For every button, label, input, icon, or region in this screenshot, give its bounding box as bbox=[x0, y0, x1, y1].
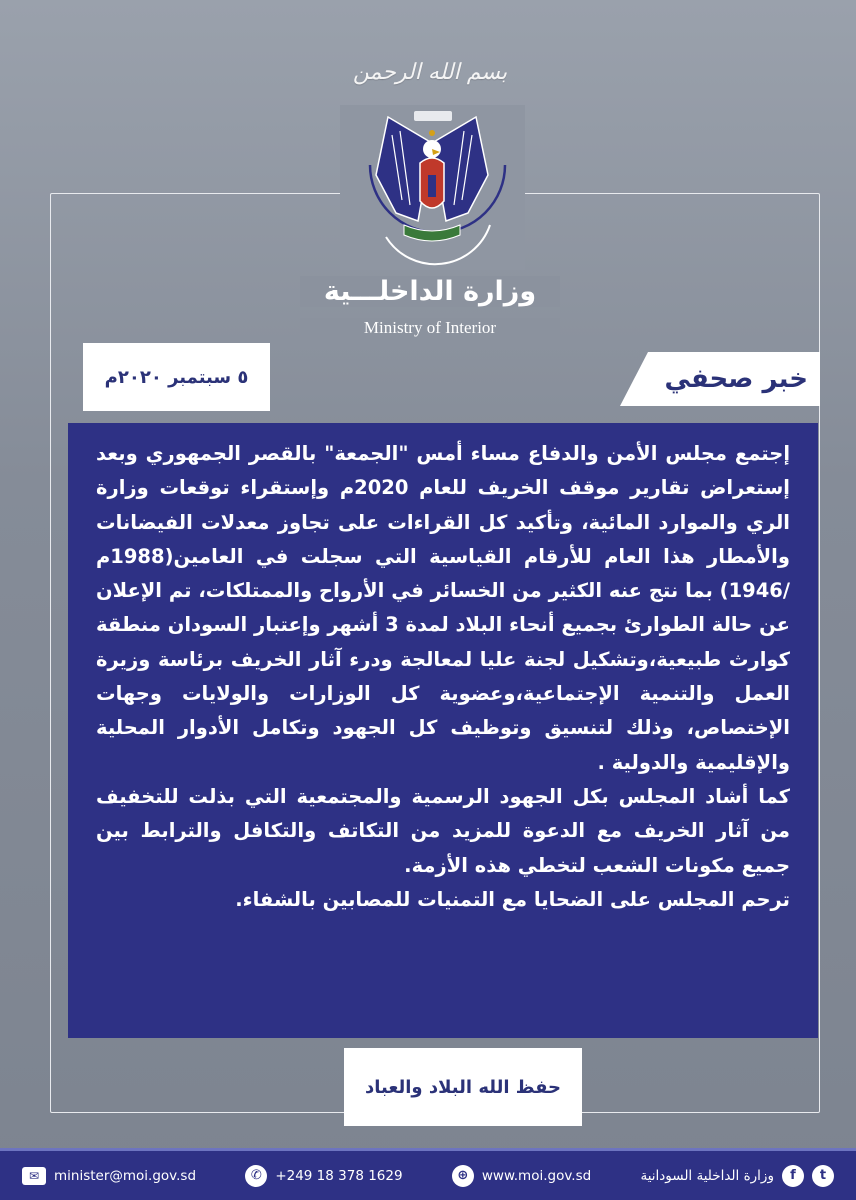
date-text: ٥ سبتمبر ٢٠٢٠م bbox=[104, 366, 249, 388]
paragraph-1: إجتمع مجلس الأمن والدفاع مساء أمس "الجمعة" بالقصر الجمهوري وبعد إستعراض تقارير موقف الخريف للعام 2020م وإستقراء توقعات وزارة الري والموارد المائية، وتأكيد كل القراءات على تجاوز معدلات الفيضانات والأمطار هذا العام للأرقام القياسية التي سجلت في العامين(1988م /1946) بما نتج عنه الكثير من الخسائر في الأرواح والممتلكات، تم الإعلان عن حالة الطوارئ بجميع أنحاء البلاد لمدة 3 أشهر وإعتبار السودان منطقة كوارث طبيعية،وتشكيل لجنة عليا لمعالجة ودرء آثار الخريف برئاسة وزيرة العمل والتنمية الإجتماعية،وعضوية كل الوزارات والولايات وجهات الإختصاص، وذلك لتنسيق وتوظيف كل الجهود وتكامل الأدوار المحلية والإقليمية والدولية . bbox=[96, 442, 790, 774]
press-release-label: خبر صحفي bbox=[664, 364, 808, 394]
email-text: minister@moi.gov.sd bbox=[54, 1167, 197, 1184]
facebook-icon[interactable]: f bbox=[782, 1165, 804, 1187]
paragraph-2: كما أشاد المجلس بكل الجهود الرسمية والمجتمعية التي بذلت للتخفيف من آثار الخريف مع الدعوة للمزيد من التكاتف والتكافل والترابط بين جميع مكونات الشعب لتخطي هذه الأزمة. bbox=[96, 784, 790, 877]
date-badge bbox=[83, 343, 270, 411]
ministry-emblem-icon bbox=[340, 105, 525, 270]
contact-footer bbox=[0, 1148, 856, 1200]
globe-icon: ⊕ bbox=[452, 1165, 474, 1187]
twitter-icon[interactable]: t bbox=[812, 1165, 834, 1187]
phone-icon: ✆ bbox=[245, 1165, 267, 1187]
ministry-name-english: Ministry of Interior bbox=[300, 318, 560, 338]
ministry-name-arabic: وزارة الداخلـــية bbox=[300, 276, 560, 307]
statement-body bbox=[68, 423, 818, 1038]
footer-email[interactable] bbox=[22, 1167, 196, 1185]
mail-icon: ✉ bbox=[22, 1167, 46, 1185]
emblem bbox=[340, 105, 525, 270]
phone-text: +249 18 378 1629 bbox=[275, 1167, 403, 1184]
closing-badge bbox=[344, 1048, 582, 1126]
paragraph-3: ترحم المجلس على الضحايا مع التمنيات للمصابين بالشفاء. bbox=[235, 887, 790, 911]
basmala-calligraphy: بسم الله الرحمن bbox=[352, 60, 508, 85]
footer-website[interactable] bbox=[452, 1165, 591, 1187]
footer-social[interactable] bbox=[640, 1165, 834, 1187]
footer-phone[interactable] bbox=[245, 1165, 402, 1187]
website-text: www.moi.gov.sd bbox=[481, 1167, 592, 1184]
page-header bbox=[0, 0, 856, 340]
closing-text: حفظ الله البلاد والعباد bbox=[365, 1076, 561, 1098]
social-handle-text: وزارة الداخلية السودانية bbox=[640, 1167, 774, 1184]
